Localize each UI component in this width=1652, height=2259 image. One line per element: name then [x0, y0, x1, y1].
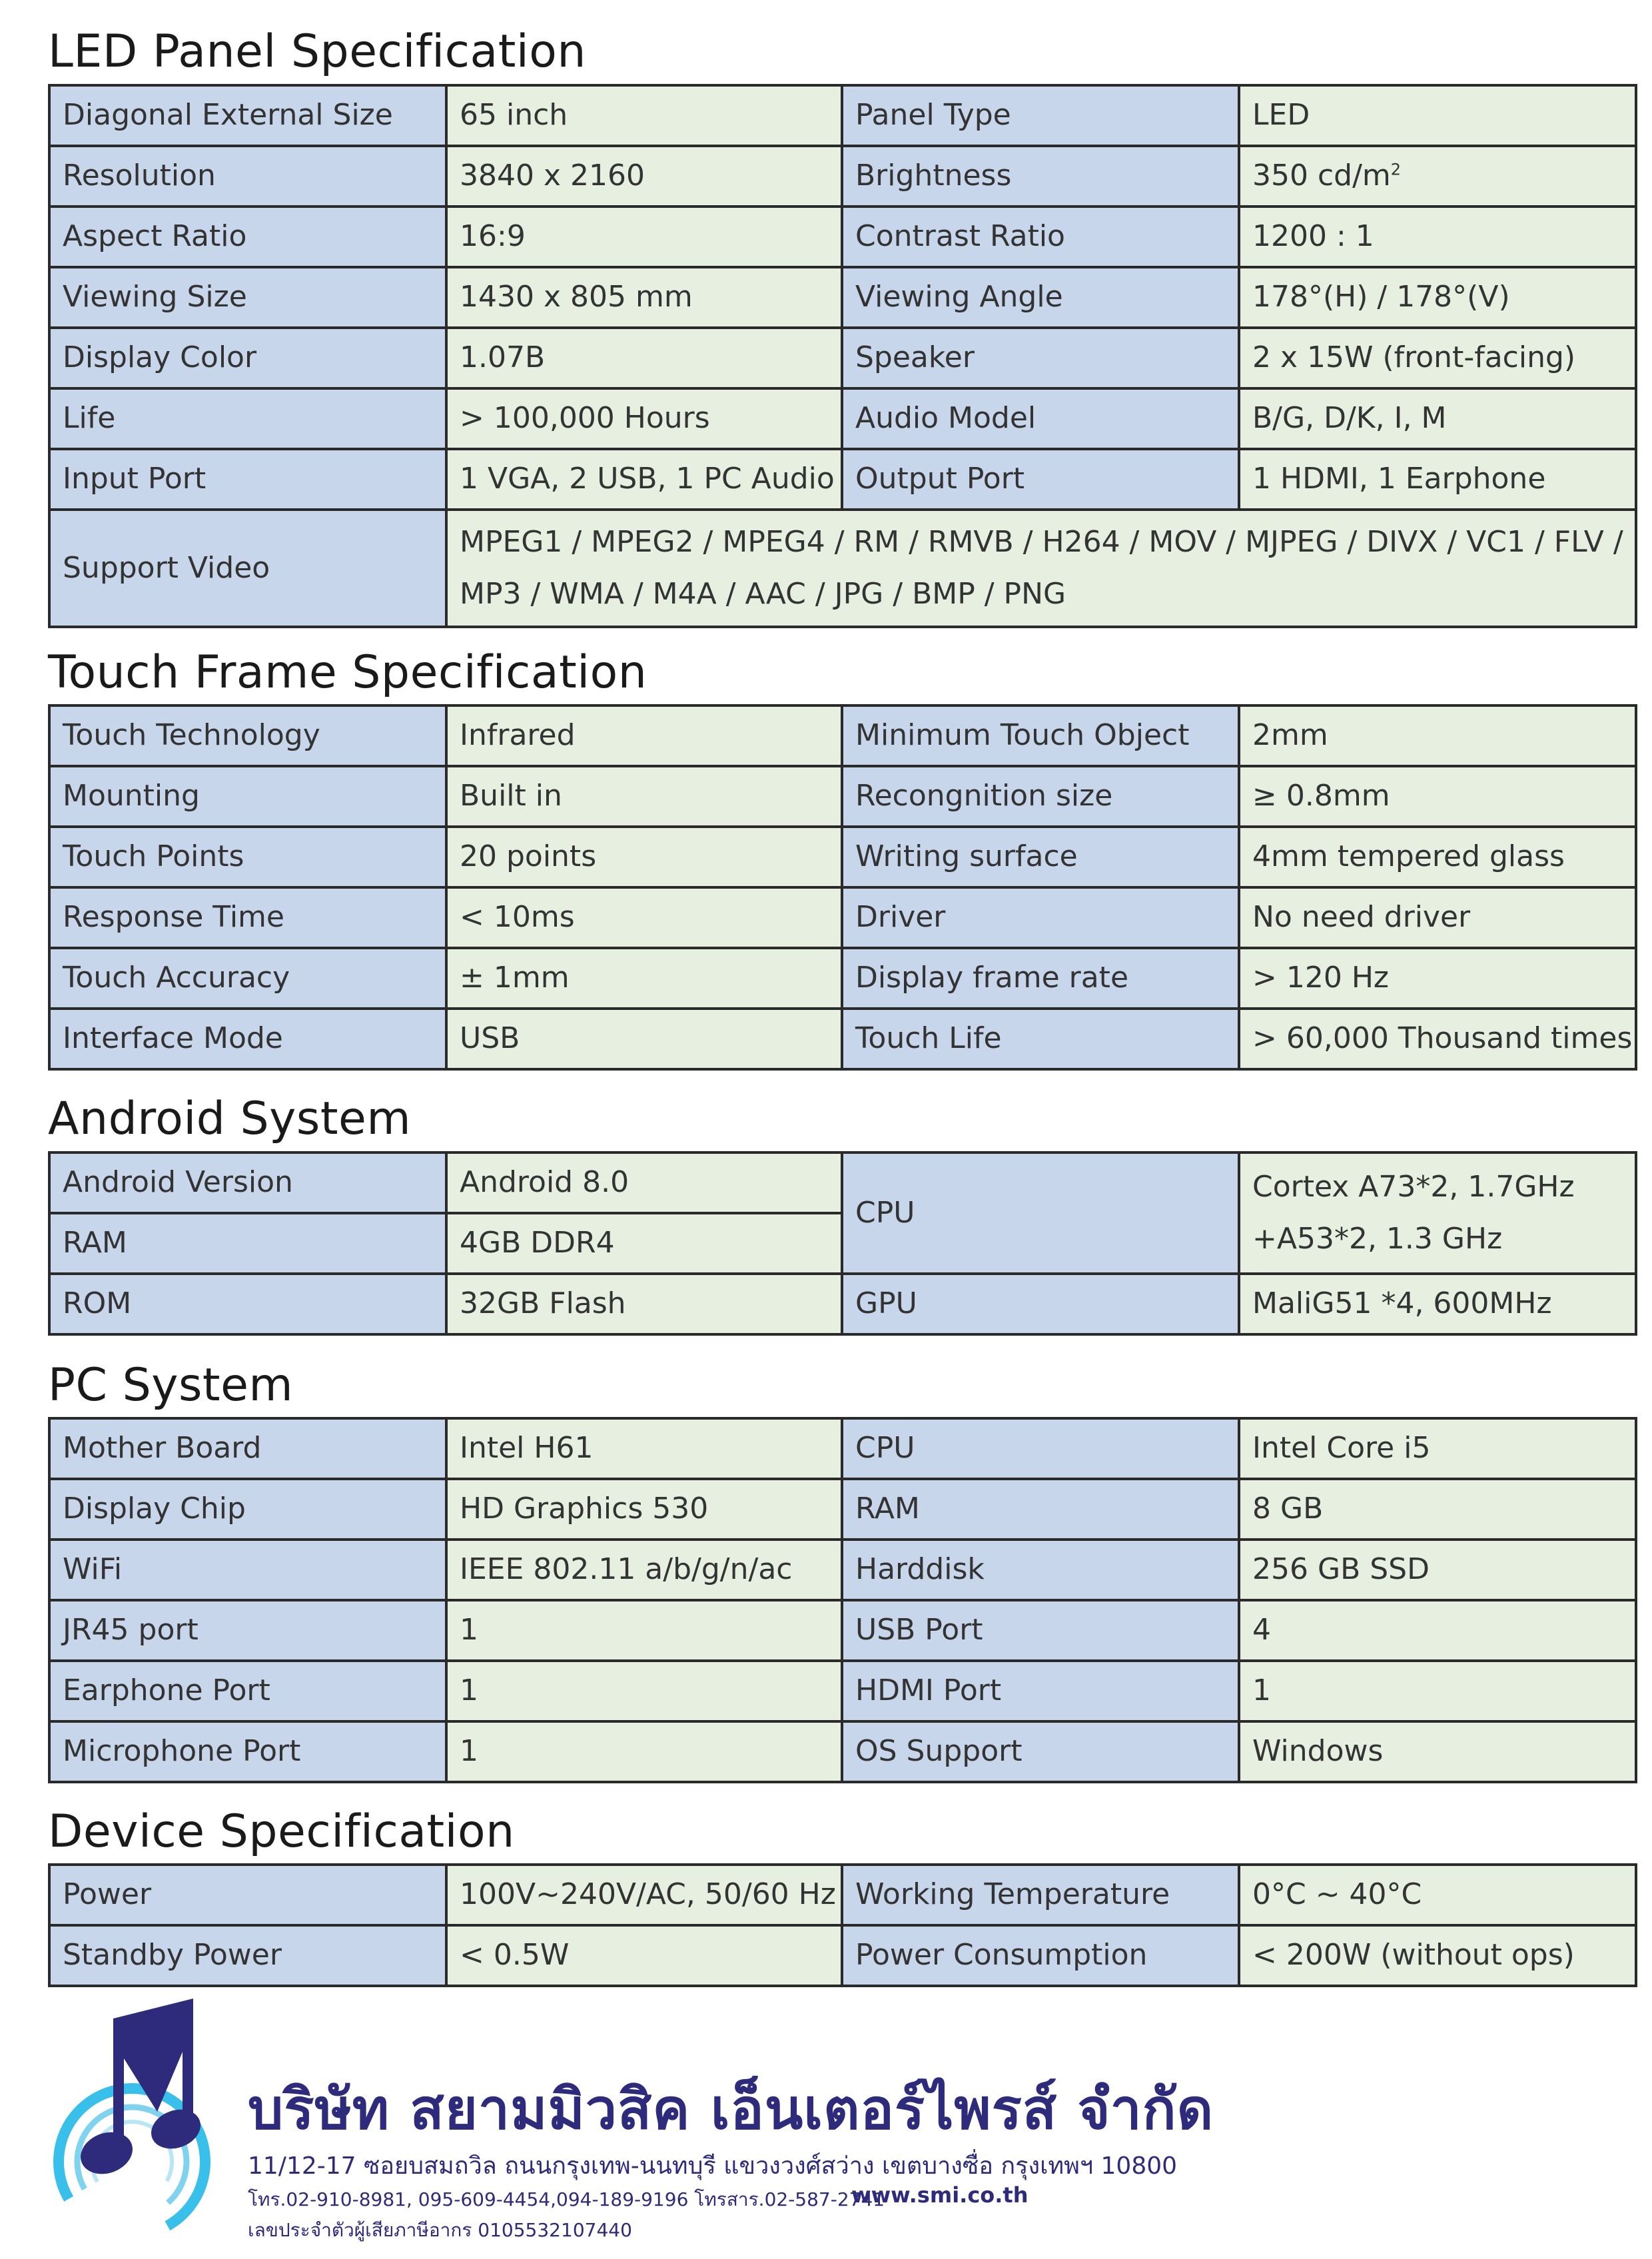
spec-value: No need driver	[1239, 887, 1636, 948]
table-row	[49, 328, 1636, 388]
device-spec-table	[48, 1863, 1637, 1987]
table-row	[49, 1721, 1636, 1782]
spec-value: Infrared	[446, 705, 842, 766]
spec-value: Intel Core i5	[1239, 1418, 1636, 1479]
spec-label: Display Color	[49, 328, 446, 388]
spec-label: Harddisk	[842, 1540, 1239, 1600]
spec-label: Resolution	[49, 146, 446, 207]
table-row	[49, 85, 1636, 146]
spec-label: Minimum Touch Object	[842, 705, 1239, 766]
led-spec-table	[48, 84, 1637, 628]
table-row	[49, 267, 1636, 328]
spec-label: Interface Mode	[49, 1009, 446, 1069]
spec-label: HDMI Port	[842, 1661, 1239, 1721]
table-row	[49, 1418, 1636, 1479]
spec-value: 3840 x 2160	[446, 146, 842, 207]
pc-section-title: PC System	[48, 1359, 294, 1412]
support-video-line: MP3 / WMA / M4A / AAC / JPG / BMP / PNG	[460, 577, 1066, 611]
spec-value: 2mm	[1239, 705, 1636, 766]
spec-value: Android 8.0	[446, 1152, 842, 1213]
spec-value: LED	[1239, 85, 1636, 146]
spec-value: 4mm tempered glass	[1239, 827, 1636, 887]
spec-value: 256 GB SSD	[1239, 1540, 1636, 1600]
brightness-number: 350 cd/m	[1252, 159, 1391, 193]
company-logo	[52, 1999, 218, 2252]
spec-value: 1	[446, 1600, 842, 1661]
spec-label: Power Consumption	[842, 1925, 1239, 1986]
table-row	[49, 705, 1636, 766]
spec-value: 16:9	[446, 207, 842, 267]
table-row	[49, 1661, 1636, 1721]
company-name: บริษัท สยามมิวสิค เอ็นเตอร์ไพรส์ จำกัด	[248, 2076, 1214, 2142]
spec-value: 0°C ~ 40°C	[1239, 1865, 1636, 1925]
spec-label: ROM	[49, 1274, 446, 1334]
spec-label: WiFi	[49, 1540, 446, 1600]
spec-label: Recongnition size	[842, 766, 1239, 827]
spec-label: CPU	[842, 1152, 1239, 1274]
spec-label: Response Time	[49, 887, 446, 948]
table-row	[49, 1925, 1636, 1986]
device-section-title: Device Specification	[48, 1805, 515, 1858]
spec-value: HD Graphics 530	[446, 1479, 842, 1540]
pc-spec-table	[48, 1417, 1637, 1783]
spec-value: IEEE 802.11 a/b/g/n/ac	[446, 1540, 842, 1600]
spec-value: < 0.5W	[446, 1925, 842, 1986]
company-website[interactable]: www.smi.co.th	[851, 2182, 1029, 2208]
table-row	[49, 827, 1636, 887]
spec-value: < 10ms	[446, 887, 842, 948]
spec-value: Intel H61	[446, 1418, 842, 1479]
spec-value: Built in	[446, 766, 842, 827]
spec-value: B/G, D/K, I, M	[1239, 388, 1636, 449]
led-section-title: LED Panel Specification	[48, 25, 586, 78]
spec-label: Power	[49, 1865, 446, 1925]
spec-value: 4	[1239, 1600, 1636, 1661]
spec-label: Display Chip	[49, 1479, 446, 1540]
spec-label: Support Video	[49, 510, 446, 627]
table-row	[49, 1540, 1636, 1600]
support-video-line: MPEG1 / MPEG2 / MPEG4 / RM / RMVB / H264 / MOV / MJPEG / DIVX / VC1 / FLV /	[460, 525, 1623, 559]
spec-label: Diagonal External Size	[49, 85, 446, 146]
table-row	[49, 146, 1636, 207]
spec-value: 32GB Flash	[446, 1274, 842, 1334]
spec-label: Panel Type	[842, 85, 1239, 146]
table-row	[49, 510, 1636, 627]
spec-label: Mounting	[49, 766, 446, 827]
spec-value: USB	[446, 1009, 842, 1069]
spec-value: MaliG51 *4, 600MHz	[1239, 1274, 1636, 1334]
cpu-line: +A53*2, 1.3 GHz	[1252, 1222, 1503, 1256]
touch-spec-table	[48, 704, 1637, 1071]
spec-label: Contrast Ratio	[842, 207, 1239, 267]
spec-label: Aspect Ratio	[49, 207, 446, 267]
spec-label: Mother Board	[49, 1418, 446, 1479]
spec-label: Viewing Size	[49, 267, 446, 328]
spec-value: 1	[1239, 1661, 1636, 1721]
spec-value: 2 x 15W (front-facing)	[1239, 328, 1636, 388]
table-row	[49, 948, 1636, 1009]
spec-value: < 200W (without ops)	[1239, 1925, 1636, 1986]
spec-value: 1 VGA, 2 USB, 1 PC Audio	[446, 449, 842, 510]
spec-label: Display frame rate	[842, 948, 1239, 1009]
spec-label: Standby Power	[49, 1925, 446, 1986]
spec-label: USB Port	[842, 1600, 1239, 1661]
spec-label: OS Support	[842, 1721, 1239, 1782]
spec-value: 1	[446, 1661, 842, 1721]
spec-label: Viewing Angle	[842, 267, 1239, 328]
spec-value: 20 points	[446, 827, 842, 887]
company-phone: โทร.02-910-8981, 095-609-4454,094-189-9196 โทรสาร.02-587-2741	[248, 2188, 885, 2210]
company-address: 11/12-17 ซอยบสมถวิล ถนนกรุงเทพ-นนทบุรี แขวงวงศ์สว่าง เขตบางซื่อ กรุงเทพฯ 10800	[248, 2152, 1178, 2180]
spec-value: 1430 x 805 mm	[446, 267, 842, 328]
spec-value: Windows	[1239, 1721, 1636, 1782]
table-row	[49, 388, 1636, 449]
spec-label: RAM	[842, 1479, 1239, 1540]
spec-value: 1200 : 1	[1239, 207, 1636, 267]
spec-value: > 100,000 Hours	[446, 388, 842, 449]
spec-label: Touch Points	[49, 827, 446, 887]
spec-label: GPU	[842, 1274, 1239, 1334]
spec-label: Life	[49, 388, 446, 449]
spec-value: 178°(H) / 178°(V)	[1239, 267, 1636, 328]
spec-label: JR45 port	[49, 1600, 446, 1661]
spec-label: Brightness	[842, 146, 1239, 207]
table-row	[49, 766, 1636, 827]
spec-value: 1.07B	[446, 328, 842, 388]
spec-value: 1	[446, 1721, 842, 1782]
spec-value: ≥ 0.8mm	[1239, 766, 1636, 827]
table-row	[49, 887, 1636, 948]
spec-label: RAM	[49, 1213, 446, 1274]
spec-value: 100V~240V/AC, 50/60 Hz	[446, 1865, 842, 1925]
spec-label: Driver	[842, 887, 1239, 948]
spec-label: Output Port	[842, 449, 1239, 510]
table-row	[49, 1600, 1636, 1661]
spec-value: 8 GB	[1239, 1479, 1636, 1540]
spec-value: > 120 Hz	[1239, 948, 1636, 1009]
spec-label: CPU	[842, 1418, 1239, 1479]
spec-label: Touch Technology	[49, 705, 446, 766]
cpu-line: Cortex A73*2, 1.7GHz	[1252, 1170, 1575, 1204]
spec-label: Speaker	[842, 328, 1239, 388]
table-row	[49, 1009, 1636, 1069]
spec-value: ± 1mm	[446, 948, 842, 1009]
touch-section-title: Touch Frame Specification	[48, 646, 647, 699]
android-spec-table	[48, 1151, 1637, 1336]
table-row	[49, 449, 1636, 510]
spec-label: Touch Accuracy	[49, 948, 446, 1009]
spec-label: Audio Model	[842, 388, 1239, 449]
spec-value: 65 inch	[446, 85, 842, 146]
spec-label: Writing surface	[842, 827, 1239, 887]
spec-label: Android Version	[49, 1152, 446, 1213]
table-row	[49, 1274, 1636, 1334]
company-tax-id: เลขประจำตัวผู้เสียภาษีอากร 0105532107440	[248, 2219, 632, 2241]
brightness-value	[1239, 146, 1636, 207]
spec-label: Microphone Port	[49, 1721, 446, 1782]
spec-label: Touch Life	[842, 1009, 1239, 1069]
android-section-title: Android System	[48, 1093, 412, 1145]
table-row	[49, 1152, 1636, 1213]
table-row	[49, 207, 1636, 267]
spec-label: Input Port	[49, 449, 446, 510]
spec-label: Earphone Port	[49, 1661, 446, 1721]
table-row	[49, 1479, 1636, 1540]
spec-value: 4GB DDR4	[446, 1213, 842, 1274]
cpu-value	[1239, 1152, 1636, 1274]
table-row	[49, 1865, 1636, 1925]
brightness-superscript: 2	[1390, 160, 1402, 179]
support-video-value	[446, 510, 1636, 627]
spec-label: Working Temperature	[842, 1865, 1239, 1925]
spec-value: 1 HDMI, 1 Earphone	[1239, 449, 1636, 510]
spec-value: > 60,000 Thousand times	[1239, 1009, 1636, 1069]
